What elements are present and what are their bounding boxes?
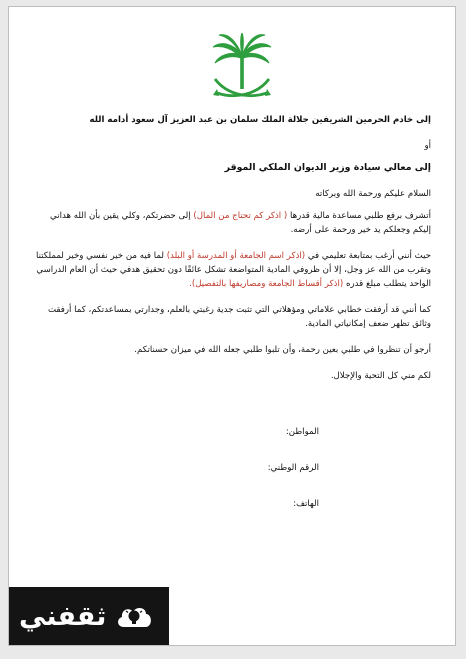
brand-name: ثقفني <box>19 600 107 632</box>
paragraph-education <box>31 249 431 291</box>
paragraph-plea: أرجو أن تنظروا في طلبي بعين رحمة، وأن تلبوا طلبي جعله الله في ميزان حسناتكم. <box>134 345 431 355</box>
lightbulb-cloud-icon <box>114 599 154 633</box>
addressee-alternate: إلى معالي سيادة وزير الديوان الملكي الموقر <box>224 162 431 173</box>
brand-logo <box>9 587 169 645</box>
paragraph-education-text-a: حيث أنني أرغب بمتابعة تعليمي في <box>307 251 431 261</box>
institution-placeholder: (اذكر اسم الجامعة أو المدرسة أو البلد) <box>166 251 306 261</box>
amount-placeholder: ( اذكر كم تحتاج من المال) <box>193 211 288 221</box>
paragraph-request <box>31 209 431 237</box>
saudi-emblem-icon <box>209 33 275 105</box>
addressee-primary: إلى خادم الحرمين الشريفين جلالة الملك سلمان بن عبد العزيز آل سعود أدامه الله <box>89 115 431 125</box>
paragraph-request-text-b: إلى حضرتكم، وكلي يقين بأن الله هداني إليكم وجعلكم يد خير ورحمة على أرضه. <box>50 211 431 235</box>
paragraph-request-text-a: أتشرف برفع طلبي مساعدة مالية قدرها <box>290 211 431 221</box>
paragraph-attachments: كما أنني قد أرفقت خطابي علاماتي ومؤهلاتي التي تثبت جدية رغبتي بالعلم، وجدارتي بمساعدتكم، كما أرفقت وثائق تظهر ضعف إمكانياتي المادية. <box>47 305 431 329</box>
fees-placeholder: (اذكر أقساط الجامعة ومصاريفها بالتفصيل). <box>189 279 344 289</box>
paragraph-closing: لكم مني كل التحية والإجلال. <box>330 371 431 381</box>
paragraph-education-text-b: لما فيه من خير نفسي وخير لمملكتنا وتقرب من الله عز وجل، إلا أن ظروفي المادية المتواضعة تشكل عائقًا دون تحقيق هدفي حيث أن العام الدراسي الواحد يتطلب مبلغ قدره <box>35 251 431 289</box>
citizen-label: المواطن: <box>285 427 319 437</box>
national-id-label: الرقم الوطني: <box>267 463 319 473</box>
greeting: السلام عليكم ورحمة الله وبركاته <box>315 189 431 199</box>
letter-body <box>31 113 431 533</box>
or-word: أو <box>424 141 431 151</box>
phone-label: الهاتف: <box>293 499 319 509</box>
document-page <box>8 6 456 646</box>
signature-block <box>31 425 431 511</box>
